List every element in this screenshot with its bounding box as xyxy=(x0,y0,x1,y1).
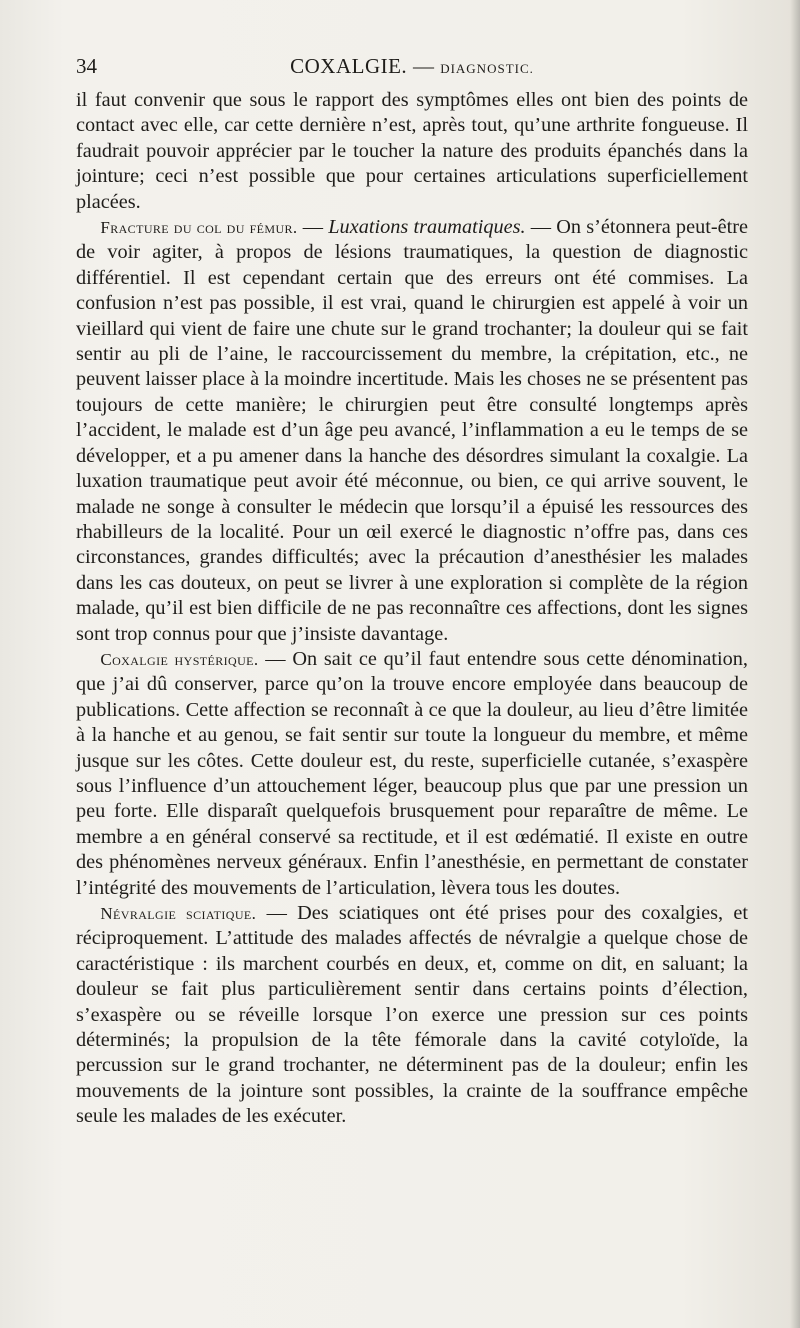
paragraph-text: — Des sciatiques ont été prises pour des coxalgies, et réciproquement. L’attitude des malades affectés de névralgie a quelque chose de caractéristique : ils marchent courbés en deux, et, comme on dit, en saluant; la douleur se fait plus particulièrement sentir dans certains points d’élection, s’exaspère ou se réveille lorsque l’on exerce une pression sur ces points déterminés; la propulsion de la tête fémorale dans la cavité cotyloïde, la percussion sur le grand trochanter, ne déterminent pas de la douleur; enfin les mouvements de la jointure sont possibles, la crainte de la souffrance empêche seule les malades de les exécuter. xyxy=(76,902,748,1128)
paragraph-text: — On sait ce qu’il faut entendre sous cette dénomination, que j’ai dû conserver, parce qu’on la trouve encore employée dans beaucoup de publications. Cette affection se reconnaît à ce que la douleur, au lieu d’être limitée à la hanche et au genou, se fait sentir sur toute la longueur du membre, et même jusque sur les côtes. Cette douleur est, du reste, superficielle cutanée, s’exaspère sous l’influence d’un attouchement léger, beaucoup plus que par une pression un peu forte. Elle disparaît quelquefois brusquement pour reparaître de même. Le membre a en général conservé sa rectitude, et il est œdématié. Il existe en outre des phénomènes nerveux généraux. Enfin l’anesthésie, en permettant de constater l’intégrité des mouvements de l’articulation, lèvera tous les doutes. xyxy=(76,647,748,899)
paragraph-text: — On s’étonnera peut-être de voir agiter, à propos de lésions traumatiques, la question de diagnostic différentiel. Il est cependant certain que des erreurs ont été commises. La confusion n’est pas possible, il est vrai, quand le chirurgien est appelé à voir un vieillard qui vient de faire une chute sur le grand trochanter; la douleur qui se fait sentir au pli de l’aine, le raccourcissement du membre, la crépitation, etc., ne peuvent laisser place à la moindre incertitude. Mais les choses ne se présentent pas toujours de cette manière; le chirurgien peut être consulté longtemps après l’accident, le malade est d’un âge peu avancé, l’inflammation a eu le temps de se développer, et a pu amener dans la hanche des désordres simulant la coxalgie. La luxation traumatique peut avoir été méconnue, ou bien, ce qui arrive souvent, le malade ne songe à consulter le médecin que lorsqu’il a épuisé les ressources des rhabilleurs de la localité. Pour un œil exercé le diagnostic n’offre pas, dans ces circonstances, grandes difficultés; avec la précaution d’anesthésier les malades dans les cas douteux, on peut se livrer à une exploration si complète de la région malade, qu’il est bien difficile de ne pas reconnaître ces affections, dont les signes sont trop connus pour que j’insiste davantage. xyxy=(76,216,748,645)
paragraph-text: il faut convenir que sous le rapport des symptômes elles ont bien des points de contact avec elle, car cette dernière n’est, après tout, qu’une arthrite fongueuse. Il faudrait pouvoir apprécier par le toucher la nature des produits épanchés dans la jointure; ceci n’est possible que pour certaines articulations superficiellement placées. xyxy=(76,89,748,213)
running-title-main: COXALGIE. xyxy=(290,54,408,78)
running-title-dash: — xyxy=(412,54,435,78)
section-heading-coxalgie-hysterique: Coxalgie hystérique. xyxy=(100,649,259,669)
paragraph-fracture xyxy=(76,215,748,647)
section-subheading-luxations: Luxations traumatiques. xyxy=(328,216,526,239)
paragraph-nevralgie-sciatique xyxy=(76,901,748,1130)
running-title-sub: DIAGNOSTIC. xyxy=(440,61,534,76)
section-heading-fracture: Fracture du col du fémur. xyxy=(100,218,298,238)
heading-dash: — xyxy=(297,216,329,239)
paragraph-coxalgie-hysterique xyxy=(76,647,748,901)
body-text xyxy=(76,88,748,1130)
page-edge-shadow xyxy=(790,0,800,1328)
page-number: 34 xyxy=(76,54,97,78)
section-heading-nevralgie-sciatique: Névralgie sciatique. xyxy=(100,904,257,923)
running-title xyxy=(76,54,748,79)
running-header xyxy=(76,54,748,84)
paragraph-continuation xyxy=(76,88,748,215)
